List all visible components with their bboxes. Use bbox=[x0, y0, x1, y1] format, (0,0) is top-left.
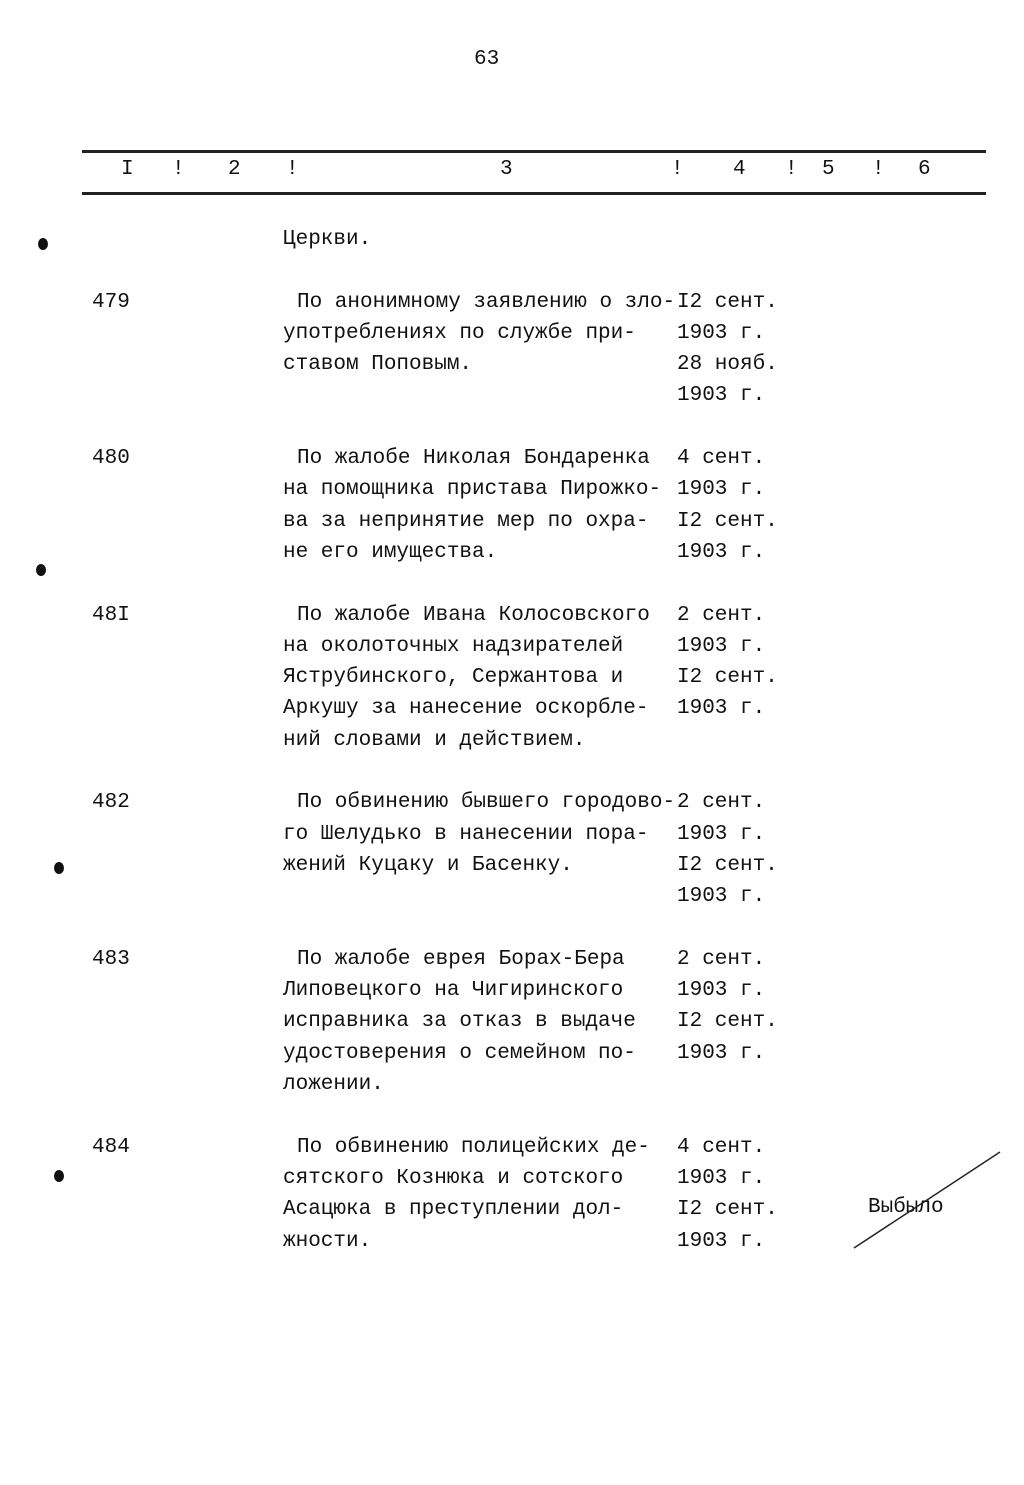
entry-description bbox=[283, 600, 677, 757]
register-entry bbox=[0, 944, 1024, 1101]
date-line: 2 сент. bbox=[677, 947, 766, 971]
description-line: Липовецкого на Чигиринского bbox=[283, 979, 624, 1003]
date-line: I2 сент. bbox=[677, 509, 778, 533]
date-line: 1903 г. bbox=[677, 822, 766, 846]
column-1-label: I bbox=[121, 158, 134, 181]
description-line: Асацюка в преступлении дол- bbox=[283, 1198, 624, 1222]
entry-dates bbox=[677, 787, 778, 912]
date-line: I2 сент. bbox=[677, 1198, 778, 1222]
description-line: жений Куцаку и Басенку. bbox=[283, 853, 573, 877]
date-line: 1903 г. bbox=[677, 1166, 766, 1190]
page-number: 63 bbox=[474, 48, 500, 71]
entry-description bbox=[283, 287, 677, 412]
header-bottom-rule bbox=[82, 192, 986, 195]
document-body bbox=[0, 224, 1024, 1288]
entry-number: 482 bbox=[92, 791, 130, 815]
description-line: го Шелудько в нанесении пора- bbox=[283, 822, 649, 846]
column-separator: ! bbox=[872, 158, 885, 181]
continuation-text: Церкви. bbox=[283, 228, 372, 251]
column-separator: ! bbox=[785, 158, 798, 181]
date-line: 1903 г. bbox=[677, 384, 766, 408]
entry-number: 479 bbox=[92, 290, 130, 314]
date-line: 2 сент. bbox=[677, 791, 766, 815]
description-line: ний словами и действием. bbox=[283, 728, 586, 752]
entry-dates bbox=[677, 443, 778, 568]
date-line: I2 сент. bbox=[677, 666, 778, 690]
description-line: По жалобе еврея Борах-Бера bbox=[297, 947, 625, 971]
register-entry bbox=[0, 443, 1024, 568]
register-entry bbox=[0, 287, 1024, 412]
entry-dates bbox=[677, 944, 778, 1069]
date-line: I2 сент. bbox=[677, 853, 778, 877]
description-line: исправника за отказ в выдаче bbox=[283, 1010, 636, 1034]
entry-dates bbox=[677, 1132, 778, 1257]
description-line: По жалобе Николая Бондаренка bbox=[297, 447, 650, 471]
column-separator: ! bbox=[286, 158, 299, 181]
entry-description bbox=[283, 443, 677, 568]
date-line: 4 сент. bbox=[677, 1135, 766, 1159]
entry-dates bbox=[677, 287, 778, 412]
description-line: употреблениях по службе при- bbox=[283, 321, 636, 345]
column-2-label: 2 bbox=[228, 158, 241, 181]
description-line: жности. bbox=[283, 1229, 372, 1253]
date-line: 1903 г. bbox=[677, 478, 766, 502]
register-entry bbox=[0, 787, 1024, 912]
column-4-label: 4 bbox=[733, 158, 746, 181]
date-line: 2 сент. bbox=[677, 603, 766, 627]
entry-dates bbox=[677, 600, 778, 725]
entry-number: 48I bbox=[92, 603, 130, 627]
description-line: на околоточных надзирателей bbox=[283, 634, 624, 658]
date-line: 4 сент. bbox=[677, 447, 766, 471]
header-top-rule bbox=[82, 150, 986, 153]
date-line: 1903 г. bbox=[677, 979, 766, 1003]
description-line: По обвинению полицейских де- bbox=[297, 1135, 650, 1159]
description-line: Аркушу за нанесение оскорбле- bbox=[283, 697, 649, 721]
entry-number: 483 bbox=[92, 947, 130, 971]
description-line: сятского Кознюка и сотского bbox=[283, 1166, 624, 1190]
date-line: 1903 г. bbox=[677, 885, 766, 909]
description-line: на помощника пристава Пирожко- bbox=[283, 478, 662, 502]
description-line: не его имущества. bbox=[283, 540, 498, 564]
punch-hole-mark bbox=[54, 1170, 64, 1182]
description-line: ва за непринятие мер по охра- bbox=[283, 509, 649, 533]
date-line: 28 нояб. bbox=[677, 353, 778, 377]
punch-hole-mark bbox=[36, 564, 46, 576]
strike-line bbox=[840, 1140, 1020, 1260]
date-line: 1903 г. bbox=[677, 540, 766, 564]
description-line: ложении. bbox=[283, 1073, 384, 1097]
date-line: I2 сент. bbox=[677, 290, 778, 314]
description-line: По анонимному заявлению о зло- bbox=[297, 290, 676, 314]
punch-hole-mark bbox=[54, 862, 64, 874]
entry-description bbox=[283, 787, 677, 912]
entry-description bbox=[283, 1132, 677, 1257]
date-line: 1903 г. bbox=[677, 697, 766, 721]
punch-hole-mark bbox=[38, 238, 48, 250]
entry-number: 484 bbox=[92, 1135, 130, 1159]
description-line: По обвинению бывшего городово- bbox=[297, 791, 676, 815]
date-line: I2 сент. bbox=[677, 1010, 778, 1034]
date-line: 1903 г. bbox=[677, 1229, 766, 1253]
date-line: 1903 г. bbox=[677, 321, 766, 345]
column-separator: ! bbox=[172, 158, 185, 181]
entry-description bbox=[283, 944, 677, 1101]
description-line: ставом Поповым. bbox=[283, 353, 473, 377]
date-line: 1903 г. bbox=[677, 634, 766, 658]
column-6-label: 6 bbox=[918, 158, 931, 181]
description-line: По жалобе Ивана Колосовского bbox=[297, 603, 650, 627]
description-line: Яструбинского, Сержантова и bbox=[283, 666, 624, 690]
date-line: 1903 г. bbox=[677, 1041, 766, 1065]
entry-number: 480 bbox=[92, 447, 130, 471]
description-line: удостоверения о семейном по- bbox=[283, 1041, 636, 1065]
annotation-stamp: Выбыло bbox=[868, 1196, 944, 1219]
column-3-label: 3 bbox=[500, 158, 513, 181]
column-header bbox=[0, 158, 1024, 186]
column-5-label: 5 bbox=[822, 158, 835, 181]
column-separator: ! bbox=[671, 158, 684, 181]
register-entry bbox=[0, 600, 1024, 757]
